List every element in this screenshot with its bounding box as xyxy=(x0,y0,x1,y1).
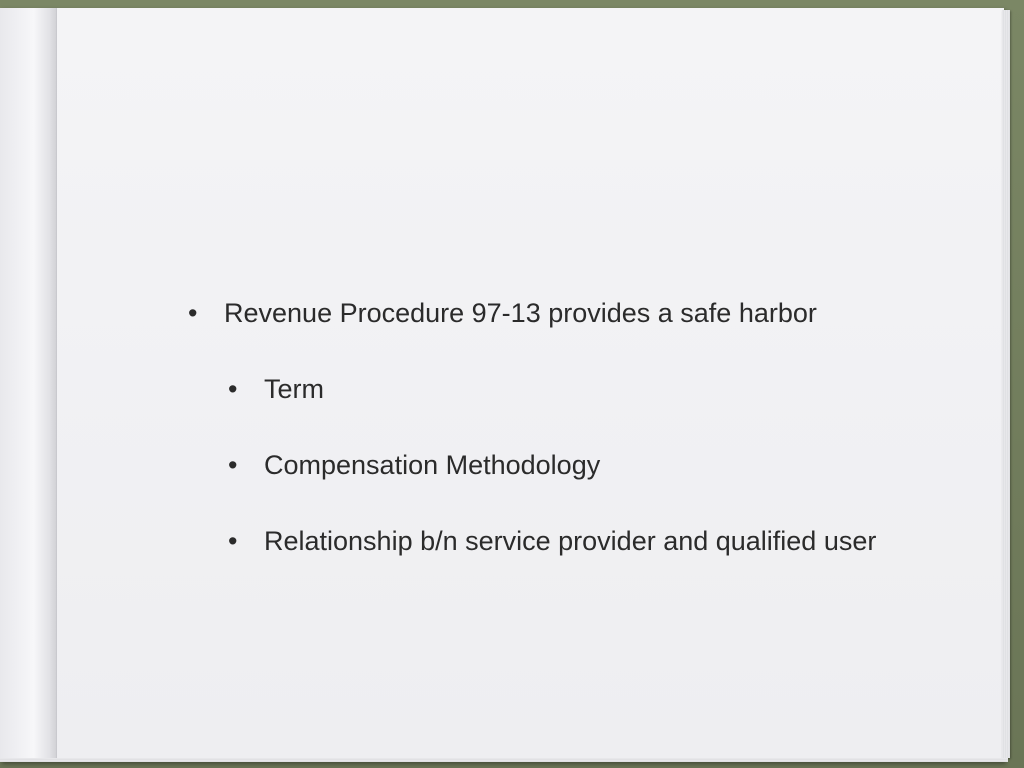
bullet-text: Relationship b/n service provider and qualified user xyxy=(264,526,877,556)
bullet-icon: • xyxy=(228,526,238,556)
sub-bullet-item xyxy=(228,372,884,406)
bullet-text: Revenue Procedure 97-13 provides a safe harbor xyxy=(224,298,817,328)
sub-bullet-item xyxy=(228,524,884,558)
bullet-text: Term xyxy=(264,374,324,404)
page-binding xyxy=(0,8,57,762)
bullet-item xyxy=(188,296,908,330)
sub-bullet-item xyxy=(228,448,884,482)
page-stack-edge xyxy=(1002,10,1010,758)
bullet-icon: • xyxy=(228,374,238,404)
bullet-list xyxy=(188,296,908,558)
page-stack-bottom-edge xyxy=(0,758,1008,762)
bullet-icon: • xyxy=(228,450,238,480)
bullet-icon: • xyxy=(188,298,198,328)
bullet-text: Compensation Methodology xyxy=(264,450,601,480)
